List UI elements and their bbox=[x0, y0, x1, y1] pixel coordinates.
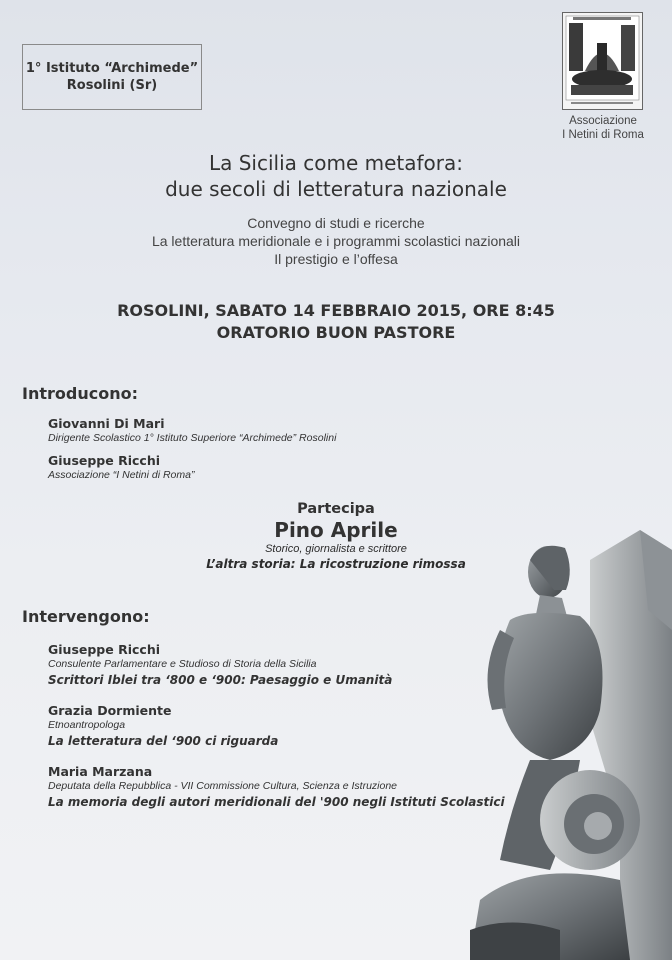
talk-title: La memoria degli autori meridionali del '900 negli Istituti Scolastici bbox=[48, 795, 505, 809]
event-info bbox=[0, 300, 672, 344]
speaker-1 bbox=[48, 642, 392, 689]
subtitles bbox=[0, 214, 672, 268]
title-line-1: La Sicilia come metafora: bbox=[208, 151, 464, 175]
school-name: 1° Istituto “Archimede” bbox=[25, 61, 199, 76]
subtitle-line: La letteratura meridionale e i programmi scolastici nazionali bbox=[151, 233, 521, 249]
person-name: Grazia Dormiente bbox=[48, 703, 172, 718]
guest-role: Storico, giornalista e scrittore bbox=[265, 543, 407, 555]
event-date: ROSOLINI, SABATO 14 FEBBRAIO 2015, ORE 8:45 bbox=[117, 301, 555, 320]
association-title: I Netini di Roma bbox=[562, 129, 644, 141]
statue-illustration bbox=[470, 520, 672, 960]
person-name: Giuseppe Ricchi bbox=[48, 642, 160, 657]
introducer-2 bbox=[48, 453, 194, 482]
subtitle-line: Il prestigio e l’offesa bbox=[274, 251, 398, 267]
person-role: Consulente Parlamentare e Studioso di Storia della Sicilia bbox=[48, 658, 317, 670]
introducono-heading: Introducono: bbox=[22, 384, 138, 403]
event-venue: ORATORIO BUON PASTORE bbox=[216, 323, 456, 342]
guest-name: Pino Aprile bbox=[274, 518, 398, 542]
main-title bbox=[0, 150, 672, 202]
subtitle-line: Convegno di studi e ricerche bbox=[247, 215, 425, 231]
title-line-2: due secoli di letteratura nazionale bbox=[165, 177, 507, 201]
talk-title: La letteratura del ‘900 ci riguarda bbox=[48, 734, 279, 748]
guest-talk: L’altra storia: La ricostruzione rimossa bbox=[206, 557, 466, 571]
association-name bbox=[540, 114, 666, 142]
person-role: Deputata della Repubblica - VII Commissione Cultura, Scienza e Istruzione bbox=[48, 780, 398, 792]
speaker-2 bbox=[48, 703, 278, 750]
person-role: Dirigente Scolastico 1° Istituto Superiore “Archimede” Rosolini bbox=[48, 432, 337, 444]
person-role: Etnoantropologa bbox=[48, 719, 126, 731]
association-logo bbox=[562, 12, 643, 110]
person-name: Maria Marzana bbox=[48, 764, 153, 779]
guest-label: Partecipa bbox=[297, 501, 375, 517]
association-label: Associazione bbox=[569, 115, 637, 127]
guest-block bbox=[180, 500, 492, 573]
person-name: Giovanni Di Mari bbox=[48, 416, 165, 431]
speaker-3 bbox=[48, 764, 505, 811]
intervengono-heading: Intervengono: bbox=[22, 607, 150, 626]
person-role: Associazione “I Netini di Roma” bbox=[48, 469, 195, 481]
talk-title: Scrittori Iblei tra ‘800 e ‘900: Paesaggio e Umanità bbox=[48, 673, 393, 687]
introducer-1 bbox=[48, 416, 336, 445]
person-name: Giuseppe Ricchi bbox=[48, 453, 160, 468]
school-city: Rosolini (Sr) bbox=[66, 78, 158, 93]
school-box bbox=[22, 44, 202, 110]
